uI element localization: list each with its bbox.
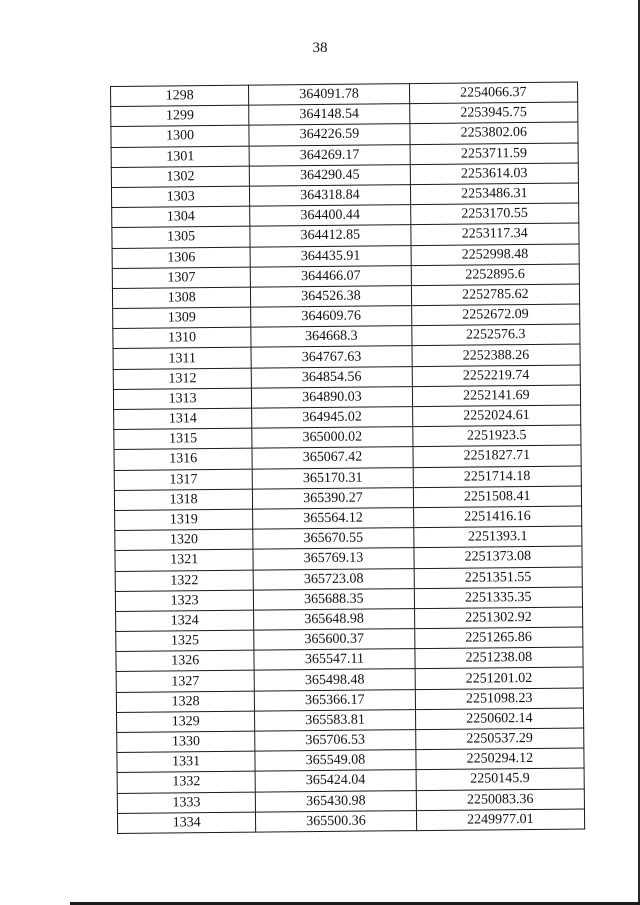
coordinates-table (110, 82, 585, 834)
x-coordinate-cell: 364767.63 (251, 346, 412, 368)
point-number-cell: 1317 (114, 469, 252, 491)
y-coordinate-cell: 2253486.31 (410, 183, 579, 205)
point-number-cell: 1310 (113, 327, 251, 349)
x-coordinate-cell: 364435.91 (250, 245, 411, 267)
y-coordinate-cell: 2251238.08 (415, 647, 584, 669)
point-number-cell: 1305 (112, 226, 250, 248)
y-coordinate-cell: 2250294.12 (416, 748, 585, 770)
y-coordinate-cell: 2251373.08 (414, 546, 583, 568)
x-coordinate-cell: 364091.78 (249, 84, 410, 106)
x-coordinate-cell: 364945.02 (252, 407, 413, 429)
y-coordinate-cell: 2253711.59 (410, 143, 579, 165)
y-coordinate-cell: 2251393.1 (413, 526, 582, 548)
x-coordinate-cell: 365648.98 (254, 608, 415, 630)
x-coordinate-cell: 364609.76 (251, 306, 412, 328)
point-number-cell: 1299 (111, 105, 249, 127)
x-coordinate-cell: 364269.17 (249, 144, 410, 166)
y-coordinate-cell: 2253170.55 (410, 203, 579, 225)
point-number-cell: 1327 (116, 671, 254, 693)
x-coordinate-cell: 365547.11 (254, 649, 415, 671)
x-coordinate-cell: 365723.08 (253, 568, 414, 590)
point-number-cell: 1303 (111, 186, 249, 208)
point-number-cell: 1309 (113, 307, 251, 329)
y-coordinate-cell: 2251098.23 (415, 688, 584, 710)
point-number-cell: 1311 (113, 348, 251, 370)
y-coordinate-cell: 2254066.37 (409, 82, 578, 104)
y-coordinate-cell: 2252998.48 (411, 244, 580, 266)
point-number-cell: 1319 (115, 509, 253, 531)
x-coordinate-cell: 364226.59 (249, 124, 410, 146)
point-number-cell: 1323 (115, 590, 253, 612)
point-number-cell: 1329 (117, 711, 255, 733)
point-number-cell: 1333 (117, 792, 255, 814)
x-coordinate-cell: 365498.48 (254, 669, 415, 691)
x-coordinate-cell: 365600.37 (254, 629, 415, 651)
x-coordinate-cell: 365170.31 (252, 467, 413, 489)
x-coordinate-cell: 365706.53 (255, 730, 416, 752)
y-coordinate-cell: 2251201.02 (415, 667, 584, 689)
point-number-cell: 1321 (115, 549, 253, 571)
point-number-cell: 1331 (117, 751, 255, 773)
y-coordinate-cell: 2253802.06 (410, 122, 579, 144)
point-number-cell: 1312 (113, 368, 251, 390)
y-coordinate-cell: 2250602.14 (415, 708, 584, 730)
x-coordinate-cell: 364412.85 (250, 225, 411, 247)
page-number: 38 (312, 40, 328, 56)
point-number-cell: 1301 (111, 146, 249, 168)
point-number-cell: 1304 (112, 206, 250, 228)
x-coordinate-cell: 365500.36 (256, 810, 417, 832)
y-coordinate-cell: 2250537.29 (415, 728, 584, 750)
x-coordinate-cell: 365688.35 (254, 588, 415, 610)
x-coordinate-cell: 364854.56 (251, 366, 412, 388)
point-number-cell: 1316 (114, 449, 252, 471)
y-coordinate-cell: 2252219.74 (412, 365, 581, 387)
x-coordinate-cell: 364466.07 (251, 265, 412, 287)
x-coordinate-cell: 365424.04 (255, 770, 416, 792)
y-coordinate-cell: 2253614.03 (410, 163, 579, 185)
point-number-cell: 1324 (116, 610, 254, 632)
y-coordinate-cell: 2250083.36 (416, 789, 585, 811)
x-coordinate-cell: 365067.42 (252, 447, 413, 469)
point-number-cell: 1307 (112, 267, 250, 289)
point-number-cell: 1302 (111, 166, 249, 188)
y-coordinate-cell: 2252024.61 (412, 405, 581, 427)
y-coordinate-cell: 2252576.3 (411, 324, 580, 346)
point-number-cell: 1308 (112, 287, 250, 309)
y-coordinate-cell: 2251508.41 (413, 486, 582, 508)
y-coordinate-cell: 2249977.01 (416, 809, 585, 831)
x-coordinate-cell: 365564.12 (253, 508, 414, 530)
x-coordinate-cell: 365769.13 (253, 548, 414, 570)
table-row (117, 809, 584, 834)
x-coordinate-cell: 365366.17 (255, 689, 416, 711)
point-number-cell: 1306 (112, 247, 250, 269)
point-number-cell: 1332 (117, 772, 255, 794)
y-coordinate-cell: 2251302.92 (414, 607, 583, 629)
point-number-cell: 1320 (115, 529, 253, 551)
x-coordinate-cell: 364400.44 (250, 205, 411, 227)
x-coordinate-cell: 365390.27 (253, 487, 414, 509)
y-coordinate-cell: 2252388.26 (412, 344, 581, 366)
point-number-cell: 1318 (114, 489, 252, 511)
y-coordinate-cell: 2252785.62 (411, 284, 580, 306)
point-number-cell: 1330 (117, 731, 255, 753)
point-number-cell: 1322 (115, 570, 253, 592)
y-coordinate-cell: 2251351.55 (414, 566, 583, 588)
point-number-cell: 1325 (116, 630, 254, 652)
point-number-cell: 1326 (116, 650, 254, 672)
y-coordinate-cell: 2251923.5 (412, 425, 581, 447)
x-coordinate-cell: 365583.81 (255, 709, 416, 731)
y-coordinate-cell: 2251416.16 (413, 506, 582, 528)
point-number-cell: 1328 (116, 691, 254, 713)
y-coordinate-cell: 2251335.35 (414, 587, 583, 609)
x-coordinate-cell: 364526.38 (251, 285, 412, 307)
y-coordinate-cell: 2251265.86 (414, 627, 583, 649)
point-number-cell: 1334 (117, 812, 255, 834)
point-number-cell: 1298 (111, 85, 249, 107)
x-coordinate-cell: 364668.3 (251, 326, 412, 348)
point-number-cell: 1300 (111, 126, 249, 148)
x-coordinate-cell: 365549.08 (255, 750, 416, 772)
x-coordinate-cell: 365000.02 (252, 427, 413, 449)
x-coordinate-cell: 364890.03 (252, 386, 413, 408)
y-coordinate-cell: 2251827.71 (413, 445, 582, 467)
y-coordinate-cell: 2252895.6 (411, 264, 580, 286)
x-coordinate-cell: 364290.45 (250, 164, 411, 186)
x-coordinate-cell: 364148.54 (249, 104, 410, 126)
x-coordinate-cell: 365670.55 (253, 528, 414, 550)
point-number-cell: 1315 (114, 428, 252, 450)
point-number-cell: 1313 (113, 388, 251, 410)
x-coordinate-cell: 364318.84 (250, 185, 411, 207)
y-coordinate-cell: 2253945.75 (409, 102, 578, 124)
y-coordinate-cell: 2250145.9 (416, 768, 585, 790)
point-number-cell: 1314 (114, 408, 252, 430)
y-coordinate-cell: 2253117.34 (410, 223, 579, 245)
y-coordinate-cell: 2252672.09 (411, 304, 580, 326)
y-coordinate-cell: 2252141.69 (412, 385, 581, 407)
coordinates-table-body (111, 82, 585, 833)
y-coordinate-cell: 2251714.18 (413, 466, 582, 488)
x-coordinate-cell: 365430.98 (256, 790, 417, 812)
